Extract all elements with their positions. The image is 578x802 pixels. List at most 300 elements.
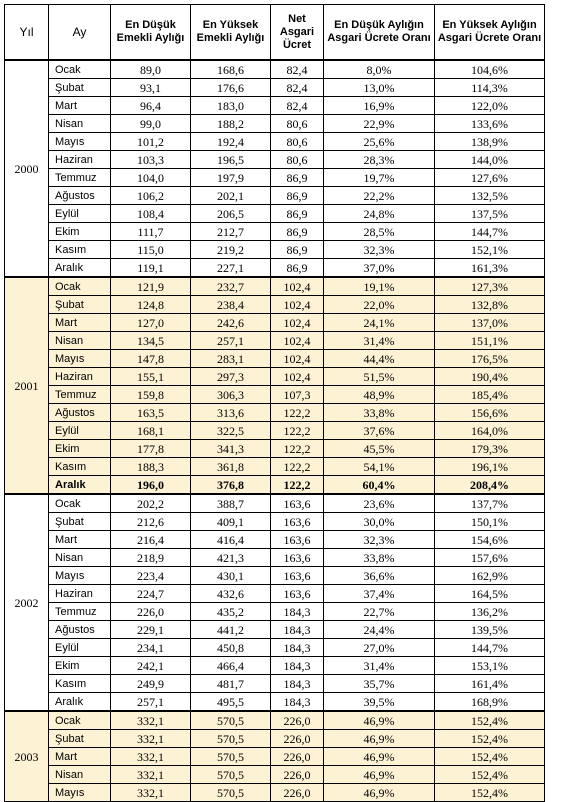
highest-ratio-cell: 144,0%	[435, 151, 545, 169]
net-min-wage-cell: 107,3	[271, 386, 324, 404]
net-min-wage-cell: 102,4	[271, 277, 324, 296]
net-min-wage-cell: 86,9	[271, 223, 324, 241]
highest-ratio-cell: 153,1%	[435, 657, 545, 675]
net-min-wage-cell: 86,9	[271, 259, 324, 278]
table-header	[5, 5, 545, 61]
net-min-wage-cell: 184,3	[271, 603, 324, 621]
lowest-ratio-cell: 8,0%	[324, 60, 435, 79]
table-row	[5, 513, 545, 531]
month-cell: Ağustos	[49, 404, 111, 422]
lowest-pension-cell: 104,0	[111, 169, 191, 187]
lowest-pension-cell: 89,0	[111, 60, 191, 79]
header-highest-pension: En Yüksek Emekli Aylığı	[191, 5, 271, 61]
highest-pension-cell: 227,1	[191, 259, 271, 278]
lowest-ratio-cell: 36,6%	[324, 567, 435, 585]
lowest-ratio-cell: 30,0%	[324, 513, 435, 531]
month-cell: Temmuz	[49, 603, 111, 621]
net-min-wage-cell: 82,4	[271, 79, 324, 97]
highest-ratio-cell: 164,0%	[435, 422, 545, 440]
table-row	[5, 440, 545, 458]
highest-ratio-cell: 127,3%	[435, 277, 545, 296]
highest-ratio-cell: 144,7%	[435, 639, 545, 657]
table-row	[5, 693, 545, 712]
net-min-wage-cell: 86,9	[271, 187, 324, 205]
highest-pension-cell: 257,1	[191, 332, 271, 350]
month-cell: Mayıs	[49, 350, 111, 368]
table-row	[5, 368, 545, 386]
net-min-wage-cell: 184,3	[271, 621, 324, 639]
table-row	[5, 494, 545, 513]
lowest-ratio-cell: 33,8%	[324, 404, 435, 422]
lowest-pension-cell: 188,3	[111, 458, 191, 476]
net-min-wage-cell: 184,3	[271, 675, 324, 693]
highest-pension-cell: 238,4	[191, 296, 271, 314]
table-row	[5, 386, 545, 404]
highest-ratio-cell: 161,4%	[435, 675, 545, 693]
lowest-ratio-cell: 35,7%	[324, 675, 435, 693]
net-min-wage-cell: 226,0	[271, 748, 324, 766]
lowest-pension-cell: 202,2	[111, 494, 191, 513]
table-row	[5, 422, 545, 440]
month-cell: Nisan	[49, 115, 111, 133]
table-row	[5, 404, 545, 422]
highest-ratio-cell: 152,1%	[435, 241, 545, 259]
highest-pension-cell: 297,3	[191, 368, 271, 386]
highest-ratio-cell: 152,4%	[435, 711, 545, 730]
lowest-ratio-cell: 24,1%	[324, 314, 435, 332]
lowest-pension-cell: 127,0	[111, 314, 191, 332]
lowest-ratio-cell: 27,0%	[324, 639, 435, 657]
highest-pension-cell: 481,7	[191, 675, 271, 693]
highest-ratio-cell: 104,6%	[435, 60, 545, 79]
highest-ratio-cell: 132,8%	[435, 296, 545, 314]
net-min-wage-cell: 122,2	[271, 422, 324, 440]
lowest-ratio-cell: 46,9%	[324, 711, 435, 730]
highest-ratio-cell: 152,4%	[435, 766, 545, 784]
net-min-wage-cell: 163,6	[271, 585, 324, 603]
month-cell: Haziran	[49, 368, 111, 386]
highest-pension-cell: 570,5	[191, 784, 271, 802]
table-row	[5, 115, 545, 133]
highest-ratio-cell: 152,4%	[435, 748, 545, 766]
lowest-pension-cell: 216,4	[111, 531, 191, 549]
header-lowest-ratio: En Düşük Aylığın Asgari Ücrete Oranı	[324, 5, 435, 61]
highest-ratio-cell: 152,4%	[435, 730, 545, 748]
net-min-wage-cell: 122,2	[271, 440, 324, 458]
table-row	[5, 730, 545, 748]
highest-ratio-cell: 137,5%	[435, 205, 545, 223]
table-row	[5, 259, 545, 278]
net-min-wage-cell: 122,2	[271, 458, 324, 476]
net-min-wage-cell: 163,6	[271, 549, 324, 567]
lowest-pension-cell: 168,1	[111, 422, 191, 440]
highest-ratio-cell: 164,5%	[435, 585, 545, 603]
lowest-pension-cell: 115,0	[111, 241, 191, 259]
highest-ratio-cell: 208,4%	[435, 476, 545, 495]
month-cell: Nisan	[49, 332, 111, 350]
lowest-pension-cell: 332,1	[111, 766, 191, 784]
highest-ratio-cell: 133,6%	[435, 115, 545, 133]
month-cell: Şubat	[49, 513, 111, 531]
month-cell: Haziran	[49, 151, 111, 169]
highest-pension-cell: 435,2	[191, 603, 271, 621]
lowest-ratio-cell: 23,6%	[324, 494, 435, 513]
month-cell: Mart	[49, 314, 111, 332]
lowest-ratio-cell: 32,3%	[324, 241, 435, 259]
table-row	[5, 60, 545, 79]
table-row	[5, 332, 545, 350]
table-row	[5, 748, 545, 766]
lowest-ratio-cell: 22,2%	[324, 187, 435, 205]
net-min-wage-cell: 226,0	[271, 784, 324, 802]
table-row	[5, 277, 545, 296]
highest-ratio-cell: 144,7%	[435, 223, 545, 241]
lowest-ratio-cell: 25,6%	[324, 133, 435, 151]
net-min-wage-cell: 163,6	[271, 531, 324, 549]
lowest-ratio-cell: 22,9%	[324, 115, 435, 133]
highest-ratio-cell: 196,1%	[435, 458, 545, 476]
year-cell: 2001	[5, 277, 49, 494]
lowest-ratio-cell: 46,9%	[324, 748, 435, 766]
net-min-wage-cell: 163,6	[271, 567, 324, 585]
table-row	[5, 585, 545, 603]
year-cell: 2003	[5, 711, 49, 802]
month-cell: Ağustos	[49, 621, 111, 639]
lowest-pension-cell: 223,4	[111, 567, 191, 585]
highest-pension-cell: 188,2	[191, 115, 271, 133]
highest-ratio-cell: 150,1%	[435, 513, 545, 531]
lowest-pension-cell: 155,1	[111, 368, 191, 386]
lowest-pension-cell: 93,1	[111, 79, 191, 97]
highest-pension-cell: 219,2	[191, 241, 271, 259]
net-min-wage-cell: 226,0	[271, 730, 324, 748]
net-min-wage-cell: 80,6	[271, 133, 324, 151]
lowest-pension-cell: 124,8	[111, 296, 191, 314]
header-row	[5, 5, 545, 61]
highest-ratio-cell: 137,0%	[435, 314, 545, 332]
header-month: Ay	[49, 5, 111, 61]
month-cell: Mayıs	[49, 784, 111, 802]
table-row	[5, 314, 545, 332]
highest-pension-cell: 416,4	[191, 531, 271, 549]
highest-ratio-cell: 152,4%	[435, 784, 545, 802]
highest-ratio-cell: 122,0%	[435, 97, 545, 115]
table-row	[5, 621, 545, 639]
month-cell: Ekim	[49, 657, 111, 675]
highest-pension-cell: 388,7	[191, 494, 271, 513]
month-cell: Eylül	[49, 205, 111, 223]
lowest-pension-cell: 249,9	[111, 675, 191, 693]
lowest-ratio-cell: 46,9%	[324, 784, 435, 802]
table-row	[5, 97, 545, 115]
month-cell: Eylül	[49, 422, 111, 440]
table-row	[5, 549, 545, 567]
net-min-wage-cell: 80,6	[271, 115, 324, 133]
month-cell: Ekim	[49, 440, 111, 458]
table-row	[5, 187, 545, 205]
lowest-pension-cell: 224,7	[111, 585, 191, 603]
month-cell: Temmuz	[49, 169, 111, 187]
lowest-ratio-cell: 28,5%	[324, 223, 435, 241]
pension-table	[4, 4, 545, 802]
lowest-ratio-cell: 39,5%	[324, 693, 435, 712]
net-min-wage-cell: 102,4	[271, 350, 324, 368]
lowest-pension-cell: 226,0	[111, 603, 191, 621]
month-cell: Temmuz	[49, 386, 111, 404]
highest-ratio-cell: 114,3%	[435, 79, 545, 97]
table-row	[5, 205, 545, 223]
month-cell: Mayıs	[49, 567, 111, 585]
table-row	[5, 458, 545, 476]
table-row	[5, 133, 545, 151]
lowest-ratio-cell: 22,0%	[324, 296, 435, 314]
lowest-ratio-cell: 19,7%	[324, 169, 435, 187]
net-min-wage-cell: 163,6	[271, 513, 324, 531]
highest-pension-cell: 176,6	[191, 79, 271, 97]
table-row	[5, 223, 545, 241]
table-row	[5, 531, 545, 549]
header-net-min-wage: Net Asgari Ücret	[271, 5, 324, 61]
highest-pension-cell: 466,4	[191, 657, 271, 675]
net-min-wage-cell: 163,6	[271, 494, 324, 513]
lowest-ratio-cell: 37,6%	[324, 422, 435, 440]
highest-pension-cell: 570,5	[191, 711, 271, 730]
highest-pension-cell: 570,5	[191, 766, 271, 784]
month-cell: Eylül	[49, 639, 111, 657]
table-row	[5, 711, 545, 730]
table-row	[5, 151, 545, 169]
highest-ratio-cell: 185,4%	[435, 386, 545, 404]
highest-pension-cell: 570,5	[191, 748, 271, 766]
month-cell: Nisan	[49, 766, 111, 784]
lowest-ratio-cell: 48,9%	[324, 386, 435, 404]
highest-pension-cell: 306,3	[191, 386, 271, 404]
net-min-wage-cell: 102,4	[271, 314, 324, 332]
table-row	[5, 657, 545, 675]
month-cell: Nisan	[49, 549, 111, 567]
highest-ratio-cell: 190,4%	[435, 368, 545, 386]
net-min-wage-cell: 86,9	[271, 241, 324, 259]
table-row	[5, 296, 545, 314]
highest-ratio-cell: 127,6%	[435, 169, 545, 187]
net-min-wage-cell: 122,2	[271, 404, 324, 422]
lowest-ratio-cell: 13,0%	[324, 79, 435, 97]
lowest-pension-cell: 212,6	[111, 513, 191, 531]
month-cell: Mart	[49, 531, 111, 549]
net-min-wage-cell: 86,9	[271, 205, 324, 223]
lowest-ratio-cell: 31,4%	[324, 332, 435, 350]
highest-pension-cell: 196,5	[191, 151, 271, 169]
highest-pension-cell: 376,8	[191, 476, 271, 495]
highest-pension-cell: 197,9	[191, 169, 271, 187]
lowest-ratio-cell: 31,4%	[324, 657, 435, 675]
net-min-wage-cell: 226,0	[271, 711, 324, 730]
highest-pension-cell: 283,1	[191, 350, 271, 368]
net-min-wage-cell: 82,4	[271, 60, 324, 79]
highest-ratio-cell: 179,3%	[435, 440, 545, 458]
net-min-wage-cell: 102,4	[271, 368, 324, 386]
highest-ratio-cell: 138,9%	[435, 133, 545, 151]
lowest-pension-cell: 234,1	[111, 639, 191, 657]
net-min-wage-cell: 184,3	[271, 657, 324, 675]
net-min-wage-cell: 102,4	[271, 332, 324, 350]
highest-pension-cell: 206,5	[191, 205, 271, 223]
highest-pension-cell: 212,7	[191, 223, 271, 241]
highest-pension-cell: 421,3	[191, 549, 271, 567]
highest-pension-cell: 341,3	[191, 440, 271, 458]
table-row	[5, 476, 545, 495]
lowest-ratio-cell: 37,4%	[324, 585, 435, 603]
highest-pension-cell: 242,6	[191, 314, 271, 332]
lowest-ratio-cell: 19,1%	[324, 277, 435, 296]
net-min-wage-cell: 80,6	[271, 151, 324, 169]
lowest-pension-cell: 218,9	[111, 549, 191, 567]
net-min-wage-cell: 102,4	[271, 296, 324, 314]
month-cell: Haziran	[49, 585, 111, 603]
highest-ratio-cell: 176,5%	[435, 350, 545, 368]
highest-ratio-cell: 136,2%	[435, 603, 545, 621]
table-row	[5, 603, 545, 621]
highest-ratio-cell: 168,9%	[435, 693, 545, 712]
lowest-pension-cell: 332,1	[111, 711, 191, 730]
lowest-ratio-cell: 22,7%	[324, 603, 435, 621]
lowest-ratio-cell: 28,3%	[324, 151, 435, 169]
header-lowest-pension: En Düşük Emekli Aylığı	[111, 5, 191, 61]
highest-ratio-cell: 151,1%	[435, 332, 545, 350]
lowest-pension-cell: 147,8	[111, 350, 191, 368]
lowest-pension-cell: 242,1	[111, 657, 191, 675]
lowest-ratio-cell: 37,0%	[324, 259, 435, 278]
lowest-pension-cell: 103,3	[111, 151, 191, 169]
lowest-pension-cell: 96,4	[111, 97, 191, 115]
net-min-wage-cell: 184,3	[271, 639, 324, 657]
table-row	[5, 350, 545, 368]
month-cell: Ocak	[49, 277, 111, 296]
table-row	[5, 784, 545, 802]
net-min-wage-cell: 82,4	[271, 97, 324, 115]
highest-pension-cell: 322,5	[191, 422, 271, 440]
highest-pension-cell: 183,0	[191, 97, 271, 115]
lowest-ratio-cell: 44,4%	[324, 350, 435, 368]
month-cell: Ekim	[49, 223, 111, 241]
table-row	[5, 567, 545, 585]
highest-ratio-cell: 137,7%	[435, 494, 545, 513]
month-cell: Ağustos	[49, 187, 111, 205]
lowest-pension-cell: 257,1	[111, 693, 191, 712]
highest-pension-cell: 432,6	[191, 585, 271, 603]
lowest-pension-cell: 111,7	[111, 223, 191, 241]
highest-ratio-cell: 157,6%	[435, 549, 545, 567]
highest-pension-cell: 202,1	[191, 187, 271, 205]
highest-ratio-cell: 139,5%	[435, 621, 545, 639]
lowest-pension-cell: 106,2	[111, 187, 191, 205]
month-cell: Mart	[49, 748, 111, 766]
lowest-pension-cell: 332,1	[111, 730, 191, 748]
month-cell: Aralık	[49, 693, 111, 712]
month-cell: Aralık	[49, 259, 111, 278]
lowest-pension-cell: 121,9	[111, 277, 191, 296]
highest-pension-cell: 192,4	[191, 133, 271, 151]
highest-ratio-cell: 156,6%	[435, 404, 545, 422]
lowest-ratio-cell: 54,1%	[324, 458, 435, 476]
lowest-pension-cell: 108,4	[111, 205, 191, 223]
month-cell: Şubat	[49, 730, 111, 748]
highest-ratio-cell: 154,6%	[435, 531, 545, 549]
net-min-wage-cell: 86,9	[271, 169, 324, 187]
lowest-ratio-cell: 24,8%	[324, 205, 435, 223]
lowest-pension-cell: 177,8	[111, 440, 191, 458]
highest-pension-cell: 430,1	[191, 567, 271, 585]
month-cell: Kasım	[49, 241, 111, 259]
table-row	[5, 675, 545, 693]
year-cell: 2000	[5, 60, 49, 277]
table-row	[5, 169, 545, 187]
net-min-wage-cell: 122,2	[271, 476, 324, 495]
month-cell: Mayıs	[49, 133, 111, 151]
highest-ratio-cell: 161,3%	[435, 259, 545, 278]
lowest-pension-cell: 196,0	[111, 476, 191, 495]
lowest-pension-cell: 229,1	[111, 621, 191, 639]
lowest-ratio-cell: 16,9%	[324, 97, 435, 115]
highest-ratio-cell: 162,9%	[435, 567, 545, 585]
lowest-ratio-cell: 24,4%	[324, 621, 435, 639]
table-row	[5, 639, 545, 657]
month-cell: Şubat	[49, 296, 111, 314]
highest-pension-cell: 495,5	[191, 693, 271, 712]
lowest-ratio-cell: 32,3%	[324, 531, 435, 549]
lowest-pension-cell: 134,5	[111, 332, 191, 350]
lowest-ratio-cell: 46,9%	[324, 730, 435, 748]
highest-pension-cell: 570,5	[191, 730, 271, 748]
lowest-ratio-cell: 60,4%	[324, 476, 435, 495]
month-cell: Şubat	[49, 79, 111, 97]
lowest-pension-cell: 332,1	[111, 784, 191, 802]
highest-pension-cell: 232,7	[191, 277, 271, 296]
highest-pension-cell: 361,8	[191, 458, 271, 476]
table-row	[5, 766, 545, 784]
lowest-pension-cell: 332,1	[111, 748, 191, 766]
table-body	[5, 60, 545, 802]
net-min-wage-cell: 226,0	[271, 766, 324, 784]
month-cell: Ocak	[49, 711, 111, 730]
year-cell: 2002	[5, 494, 49, 711]
lowest-pension-cell: 159,8	[111, 386, 191, 404]
table-row	[5, 241, 545, 259]
header-highest-ratio: En Yüksek Aylığın Asgari Ücrete Oranı	[435, 5, 545, 61]
highest-pension-cell: 450,8	[191, 639, 271, 657]
month-cell: Ocak	[49, 60, 111, 79]
net-min-wage-cell: 184,3	[271, 693, 324, 712]
month-cell: Kasım	[49, 458, 111, 476]
lowest-pension-cell: 99,0	[111, 115, 191, 133]
lowest-ratio-cell: 45,5%	[324, 440, 435, 458]
highest-pension-cell: 313,6	[191, 404, 271, 422]
lowest-pension-cell: 101,2	[111, 133, 191, 151]
highest-ratio-cell: 132,5%	[435, 187, 545, 205]
month-cell: Aralık	[49, 476, 111, 495]
header-year: Yıl	[5, 5, 49, 61]
month-cell: Ocak	[49, 494, 111, 513]
highest-pension-cell: 441,2	[191, 621, 271, 639]
month-cell: Mart	[49, 97, 111, 115]
highest-pension-cell: 409,1	[191, 513, 271, 531]
month-cell: Kasım	[49, 675, 111, 693]
highest-pension-cell: 168,6	[191, 60, 271, 79]
lowest-ratio-cell: 46,9%	[324, 766, 435, 784]
lowest-pension-cell: 163,5	[111, 404, 191, 422]
lowest-ratio-cell: 33,8%	[324, 549, 435, 567]
table-row	[5, 79, 545, 97]
